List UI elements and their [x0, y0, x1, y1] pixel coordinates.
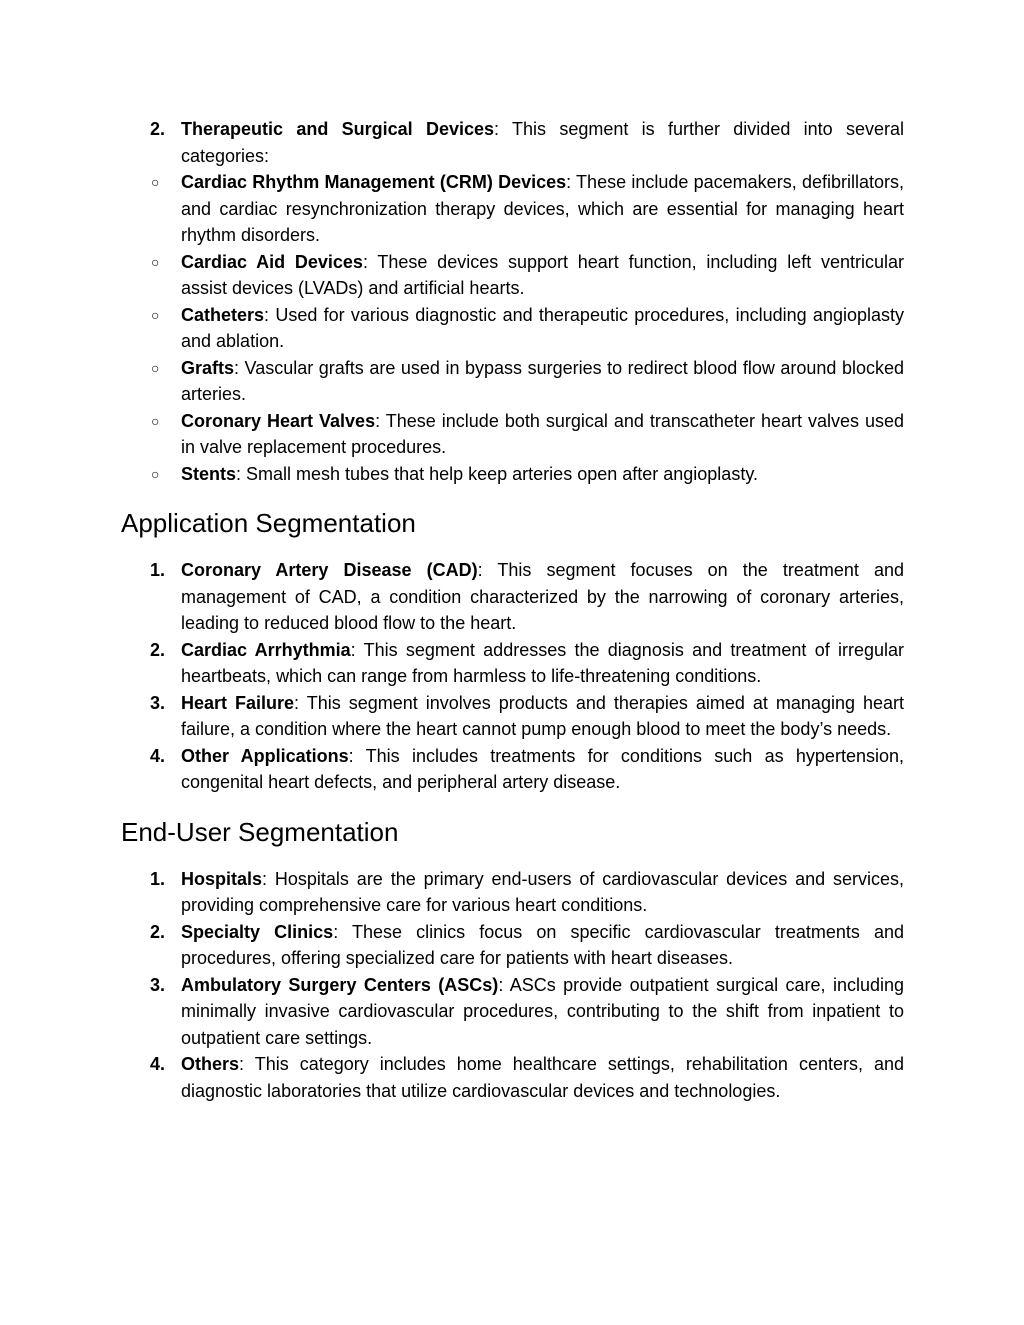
- item-text: : Hospitals are the primary end-users of cardiovascular devices and services, providing comprehensive care for various heart conditions.: [181, 868, 904, 915]
- end-user-segmentation-heading: End-User Segmentation: [121, 816, 399, 847]
- list-item-hospitals: [121, 866, 904, 919]
- subitem-term: Cardiac Rhythm Management (CRM) Devices: [181, 172, 567, 192]
- list-item-cardiac-arrhythmia: [121, 637, 904, 690]
- item-text: : This segment addresses the diagnosis and treatment of irregular heartbeats, which can range from harmless to life-threatening conditions.: [181, 639, 904, 686]
- hollow-circle-bullet-icon: ○: [151, 412, 160, 429]
- list-item-others: [121, 1051, 904, 1104]
- item-term: Ambulatory Surgery Centers (ASCs): [181, 974, 499, 995]
- subitem-term: Catheters: [181, 304, 265, 325]
- list-number: 3.: [150, 974, 166, 995]
- sublist-item-catheters: [121, 302, 904, 355]
- list-number: 1.: [150, 560, 166, 580]
- list-number: 2.: [150, 639, 166, 660]
- item-term: Others: [181, 1054, 240, 1074]
- subitem-text: : Small mesh tubes that help keep arteries open after angioplasty.: [236, 463, 758, 484]
- application-segmentation-heading: Application Segmentation: [121, 508, 416, 538]
- list-item-ascs: [121, 972, 904, 1052]
- sublist-item-crm-devices: [121, 169, 904, 249]
- sublist-item-grafts: [121, 355, 904, 408]
- item-term: Hospitals: [181, 868, 263, 889]
- subitem-term: Coronary Heart Valves: [181, 410, 376, 431]
- list-item-specialty-clinics: [121, 919, 904, 972]
- list-number: 1.: [150, 868, 166, 889]
- item-text: : ASCs provide outpatient surgical care, including minimally invasive cardiovascular procedures, contributing to the shift from inpatient to outpatient care settings.: [181, 974, 904, 1048]
- hollow-circle-bullet-icon: ○: [151, 253, 160, 270]
- list-number: 4.: [150, 1054, 166, 1074]
- subitem-text: : These include both surgical and transcatheter heart valves used in valve replacement procedures.: [181, 410, 905, 457]
- item-term: Other Applications: [181, 745, 349, 766]
- list-number: 2.: [150, 119, 166, 139]
- sublist-item-coronary-heart-valves: [121, 408, 904, 461]
- subitem-text: : These devices support heart function, including left ventricular assist devices (LVADs) and artificial hearts.: [181, 251, 904, 298]
- item-text: : This includes treatments for conditions such as hypertension, congenital heart defects, and peripheral artery disease.: [181, 745, 904, 792]
- item-text: : This segment focuses on the treatment and management of CAD, a condition characterized by the narrowing of coronary arteries, leading to reduced blood flow to the heart.: [181, 560, 904, 633]
- item-term: Therapeutic and Surgical Devices: [181, 119, 495, 139]
- item-text: : This segment is further divided into several categories:: [181, 119, 904, 166]
- list-item-other-applications: [121, 743, 904, 796]
- hollow-circle-bullet-icon: ○: [151, 359, 160, 376]
- subitem-text: : Used for various diagnostic and therapeutic procedures, including angioplasty and ablation.: [181, 304, 904, 351]
- hollow-circle-bullet-icon: ○: [151, 174, 160, 190]
- subitem-term: Cardiac Aid Devices: [181, 251, 363, 272]
- list-item-cad: [121, 557, 904, 637]
- device-category-list: [121, 169, 904, 487]
- list-number: 3.: [150, 692, 166, 713]
- item-text: : This segment involves products and therapies aimed at managing heart failure, a condition where the heart cannot pump enough blood to meet the body’s needs.: [181, 692, 905, 739]
- item-term: Heart Failure: [181, 692, 295, 713]
- subitem-term: Stents: [181, 463, 237, 484]
- subitem-term: Grafts: [181, 357, 235, 378]
- subitem-text: : These include pacemakers, defibrillators, and cardiac resynchronization therapy devices, which are essential for managing heart rhythm disorders.: [181, 172, 904, 245]
- hollow-circle-bullet-icon: ○: [151, 306, 160, 323]
- item-text: : These clinics focus on specific cardiovascular treatments and procedures, offering specialized care for patients with heart diseases.: [181, 921, 905, 968]
- item-text: : This category includes home healthcare settings, rehabilitation centers, and diagnostic laboratories that utilize cardiovascular devices and technologies.: [181, 1054, 904, 1101]
- subitem-text: : Vascular grafts are used in bypass surgeries to redirect blood flow around blocked arteries.: [181, 357, 904, 404]
- list-number: 4.: [150, 745, 166, 766]
- hollow-circle-bullet-icon: ○: [151, 465, 160, 482]
- list-number: 2.: [150, 921, 166, 942]
- list-item-heart-failure: [121, 690, 904, 743]
- item-term: Coronary Artery Disease (CAD): [181, 560, 478, 580]
- list-item-therapeutic-devices: [121, 116, 904, 169]
- sublist-item-cardiac-aid-devices: [121, 249, 904, 302]
- document-content: [121, 116, 904, 1104]
- sublist-item-stents: [121, 461, 904, 488]
- item-term: Cardiac Arrhythmia: [181, 639, 351, 660]
- item-term: Specialty Clinics: [181, 921, 334, 942]
